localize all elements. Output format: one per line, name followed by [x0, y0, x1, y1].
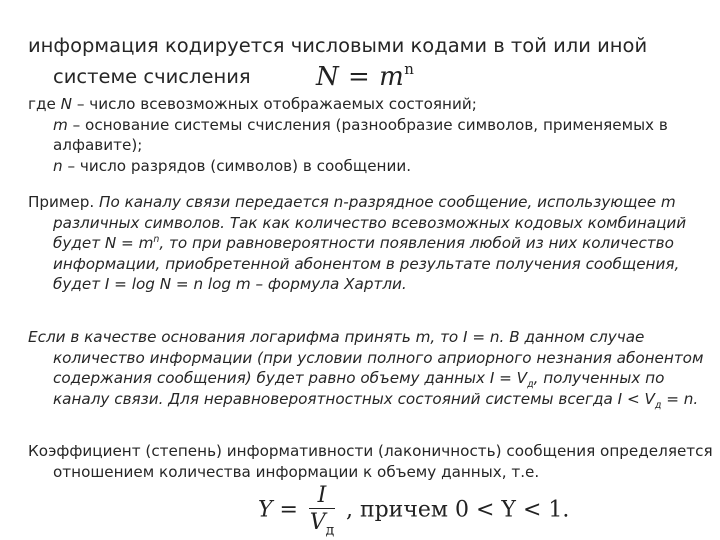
formula-informativeness: [258, 484, 569, 540]
formula-eq: =: [339, 62, 380, 92]
example-text-1: По каналу связи передается n-разрядное сообщение, использующее m различных символов. Так как количество всевозможных кодовых комбинаций будет N = m: [53, 193, 687, 252]
example-sup: n: [153, 233, 160, 245]
formula-n-exp: n: [404, 60, 415, 78]
log-base-text-1: Если в качестве основания логарифма принять m, то I = n. В данном случае количество информации (при условии полного априорного незнания абонентом содержания сообщения) будет равно объему данных I = V: [28, 328, 704, 387]
log-base-text-3: = n.: [661, 389, 699, 408]
coefficient-paragraph: Коэффициент (степень) информативности (лаконичность) сообщения определяется отношением количества информации к объему данных, т.е.: [28, 442, 713, 481]
def-m: [28, 115, 698, 156]
log-base-text-2: , полученных по каналу связи. Для неравновероятностных состояний системы всегда I < V: [53, 369, 665, 408]
def-m-var: m: [53, 115, 68, 134]
formula2-lhs: Y =: [258, 497, 298, 523]
log-base-paragraph: [28, 327, 720, 409]
def-N-prefix: где: [28, 95, 61, 113]
intro-line-1: информация кодируется числовыми кодами в той или иной: [28, 34, 648, 57]
definitions: [28, 94, 698, 176]
formula-hartley-states: [316, 62, 414, 92]
formula2-tail: , причем 0 < Y < 1.: [345, 497, 570, 523]
formula2-numerator: I: [317, 483, 327, 508]
example-paragraph: [28, 192, 720, 295]
formula2-fraction: [309, 484, 335, 537]
def-n-var: n: [53, 156, 63, 175]
log-base-sub-2: д: [654, 399, 662, 411]
intro-line-2: системе счисления: [53, 65, 251, 88]
def-N: [28, 94, 698, 115]
def-N-var: N: [60, 95, 73, 113]
formula-m: m: [379, 62, 405, 92]
formula2-den-sub: д: [325, 522, 335, 539]
formula2-denominator: [309, 509, 335, 537]
formula2-den-var: V: [309, 510, 326, 535]
def-N-text: – число всевозможных отображаемых состояний;: [72, 95, 477, 113]
example-text-2: , то при равновероятности появления любой из них количество информации, приобретенной абонентом в результате получения сообщения, будет I = log N = n log m – формула Хартли.: [53, 234, 680, 293]
def-n-text: – число разрядов (символов) в сообщении.: [62, 156, 412, 175]
formula-N: N: [316, 62, 340, 92]
log-base-sub-1: д: [527, 379, 534, 391]
example-label: Пример.: [28, 193, 100, 211]
def-n: [28, 156, 698, 177]
def-m-text: – основание системы счисления (разнообразие символов, применяемых в алфавите);: [53, 115, 668, 154]
